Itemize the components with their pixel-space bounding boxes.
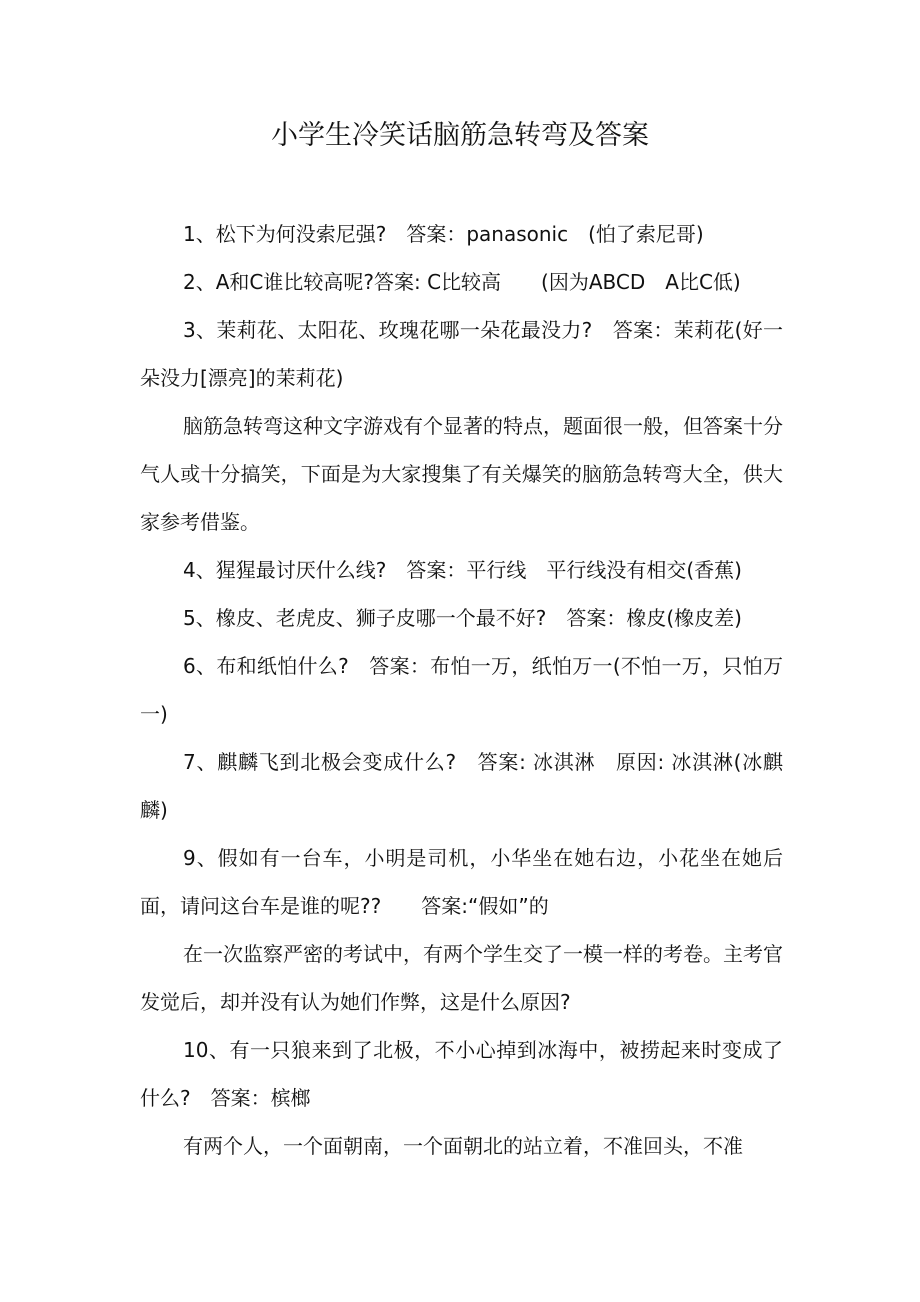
paragraph-q5: 5、橡皮、老虎皮、狮子皮哪一个最不好? 答案：橡皮(橡皮差): [183, 606, 742, 630]
paragraph-q1: 1、松下为何没索尼强? 答案：panasonic (怕了索尼哥): [183, 222, 704, 246]
paragraph-q9: 9、假如有一台车，小明是司机，小华坐在她右边，小花坐在她后面，请问这台车是谁的呢?? 答案:“假如”的: [140, 846, 783, 918]
document-title: 小学生冷笑话脑筋急转弯及答案: [271, 120, 649, 151]
paragraph-q2: 2、A和C谁比较高呢?答案: C比较高 (因为ABCD A比C低): [183, 270, 741, 294]
paragraph-q7: 7、麒麟飞到北极会变成什么? 答案: 冰淇淋 原因: 冰淇淋(冰麒麟): [140, 750, 783, 822]
paragraph-intro: 脑筋急转弯这种文字游戏有个显著的特点，题面很一般，但答案十分气人或十分搞笑，下面是为大家搜集了有关爆笑的脑筋急转弯大全，供大家参考借鉴。: [140, 414, 783, 534]
paragraph-q10: 10、有一只狼来到了北极，不小心掉到冰海中，被捞起来时变成了什么? 答案：槟榔: [140, 1038, 783, 1110]
document-body: [140, 210, 783, 1170]
paragraph-q3: 3、茉莉花、太阳花、玫瑰花哪一朵花最没力? 答案：茉莉花(好一朵没力[漂亮]的茉莉花): [140, 318, 783, 390]
paragraph-exam: 在一次监察严密的考试中，有两个学生交了一模一样的考卷。主考官发觉后，却并没有认为她们作弊，这是什么原因?: [140, 942, 783, 1014]
paragraph-q4: 4、猩猩最讨厌什么线? 答案：平行线 平行线没有相交(香蕉): [183, 558, 742, 582]
paragraph-q6: 6、布和纸怕什么? 答案：布怕一万，纸怕万一(不怕一万，只怕万一): [140, 654, 783, 726]
paragraph-two-people: 有两个人，一个面朝南，一个面朝北的站立着，不准回头，不准: [183, 1134, 743, 1158]
